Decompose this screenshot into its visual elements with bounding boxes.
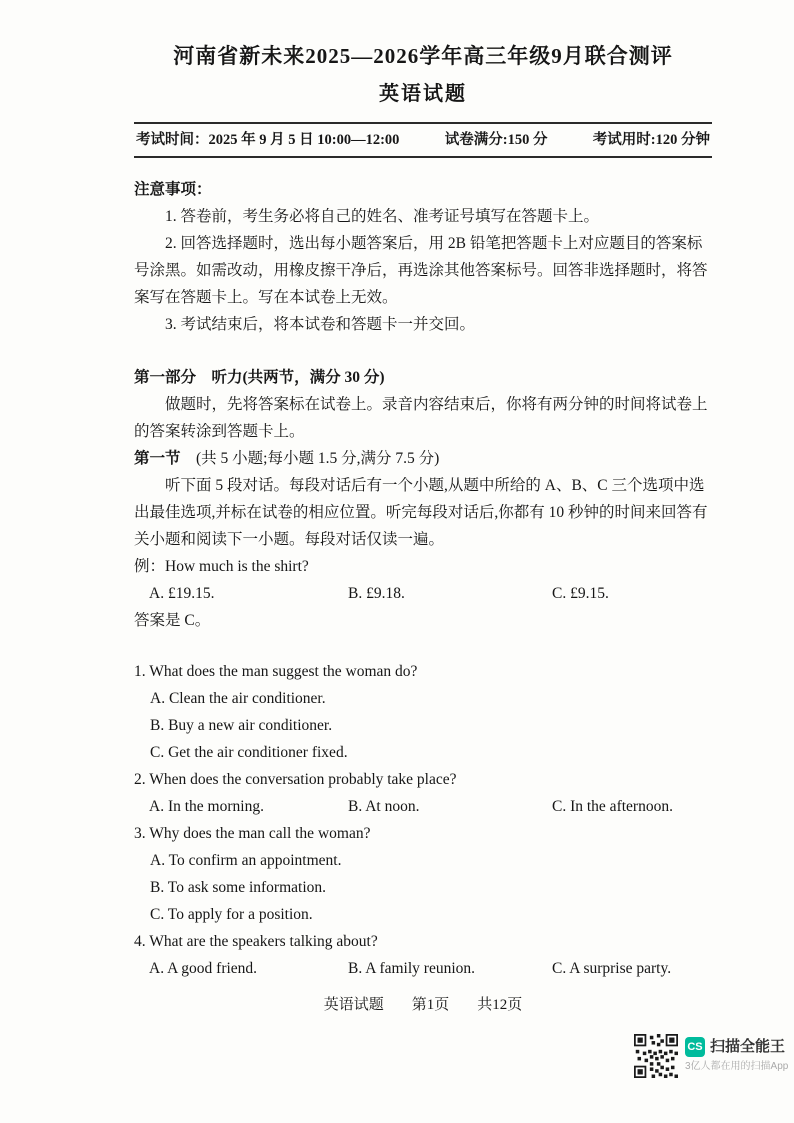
questions-section	[134, 658, 712, 982]
question-1	[134, 658, 712, 766]
footer-page-number: 第1页	[411, 997, 450, 1013]
scanner-badge-text	[685, 1034, 788, 1073]
page-footer	[134, 992, 712, 1019]
part1-heading	[134, 364, 712, 391]
exam-info-bar	[134, 122, 712, 158]
section1-instructions: 听下面 5 段对话。每段对话后有一个小题,从题中所给的 A、B、C 三个选项中选出最佳选项,并标在试卷的相应位置。听完每段对话后,你都有 10 秒钟的时间来回答有关小题和阅读下一小题。每段对话仅读一遍。	[134, 477, 708, 548]
question-text: 1. What does the man suggest the woman do?	[134, 663, 418, 680]
section1-heading	[134, 445, 712, 472]
question-3-option-c: C. To apply for a position.	[150, 906, 313, 923]
notice-item-2: 2. 回答选择题时，选出每小题答案后，用 2B 铅笔把答题卡上对应题目的答案标号涂黑。如需改动，用橡皮擦干净后，再选涂其他答案标号。回答非选择题时，将答案写在答题卡上。写在本试卷上无效。	[134, 235, 708, 306]
page-content	[134, 40, 712, 1019]
footer-page-total: 共12页	[477, 997, 523, 1013]
qr-code-icon	[634, 1034, 678, 1078]
question-4-option-c: C. A surprise party.	[552, 960, 672, 977]
question-1-option-c: C. Get the air conditioner fixed.	[150, 744, 348, 761]
example-options-row	[134, 580, 712, 607]
camscanner-logo-icon: CS	[685, 1037, 705, 1057]
exam-full-score: 试卷满分:150 分	[444, 132, 548, 148]
example-option-a: A. £19.15.	[149, 585, 215, 602]
question-4-option-a: A. A good friend.	[149, 960, 258, 977]
question-2-option-b: B. At noon.	[348, 798, 420, 815]
exam-time: 考试时间：2025 年 9 月 5 日 10:00—12:00	[136, 132, 400, 148]
footer-doc-name: 英语试题	[323, 997, 384, 1013]
question-4-options-row	[134, 955, 712, 982]
question-3	[134, 820, 712, 928]
question-text: 2. When does the conversation probably take place?	[134, 771, 457, 788]
section1-label: 第一节	[134, 450, 181, 467]
scanner-tagline: 3亿人都在用的扫描App	[685, 1061, 789, 1072]
example-answer: 答案是 C。	[134, 612, 211, 629]
example-question: 例：How much is the shirt?	[134, 558, 309, 575]
scanner-brand-name: 扫描全能王	[710, 1038, 786, 1055]
exam-title: 河南省新未来2025—2026学年高三年级9月联合测评	[173, 44, 673, 68]
part1-title: 听力(共两节，满分 30 分)	[211, 369, 385, 386]
notice-heading: 注意事项：	[134, 181, 212, 198]
question-2	[134, 766, 712, 820]
section1-score: (共 5 小题;每小题 1.5 分,满分 7.5 分)	[196, 450, 440, 467]
part1-listening-section	[134, 364, 712, 634]
example-option-b: B. £9.18.	[348, 585, 405, 602]
part1-label: 第一部分	[134, 369, 197, 386]
question-text: 4. What are the speakers talking about?	[134, 933, 378, 950]
question-text: 3. Why does the man call the woman?	[134, 825, 371, 842]
question-4	[134, 928, 712, 982]
question-1-option-a: A. Clean the air conditioner.	[150, 690, 326, 707]
question-2-option-a: A. In the morning.	[149, 798, 264, 815]
question-1-option-b: B. Buy a new air conditioner.	[150, 717, 333, 734]
exam-duration: 考试用时:120 分钟	[592, 132, 710, 148]
part1-intro: 做题时，先将答案标在试卷上。录音内容结束后，你将有两分钟的时间将试卷上的答案转涂到答题卡上。	[134, 396, 708, 440]
question-2-option-c: C. In the afternoon.	[552, 798, 673, 815]
example-option-c: C. £9.15.	[552, 585, 609, 602]
question-3-option-a: A. To confirm an appointment.	[150, 852, 342, 869]
question-3-option-b: B. To ask some information.	[150, 879, 327, 896]
question-4-option-b: B. A family reunion.	[348, 960, 476, 977]
exam-subtitle: 英语试题	[379, 83, 467, 105]
notice-item-3: 3. 考试结束后，将本试卷和答题卡一并交回。	[165, 316, 476, 333]
notice-item-1: 1. 答卷前，考生务必将自己的姓名、准考证号填写在答题卡上。	[165, 208, 600, 225]
notice-section	[134, 176, 712, 338]
question-2-options-row	[134, 793, 712, 820]
scanner-brand-row	[685, 1037, 788, 1057]
scanner-app-badge	[634, 1034, 788, 1078]
